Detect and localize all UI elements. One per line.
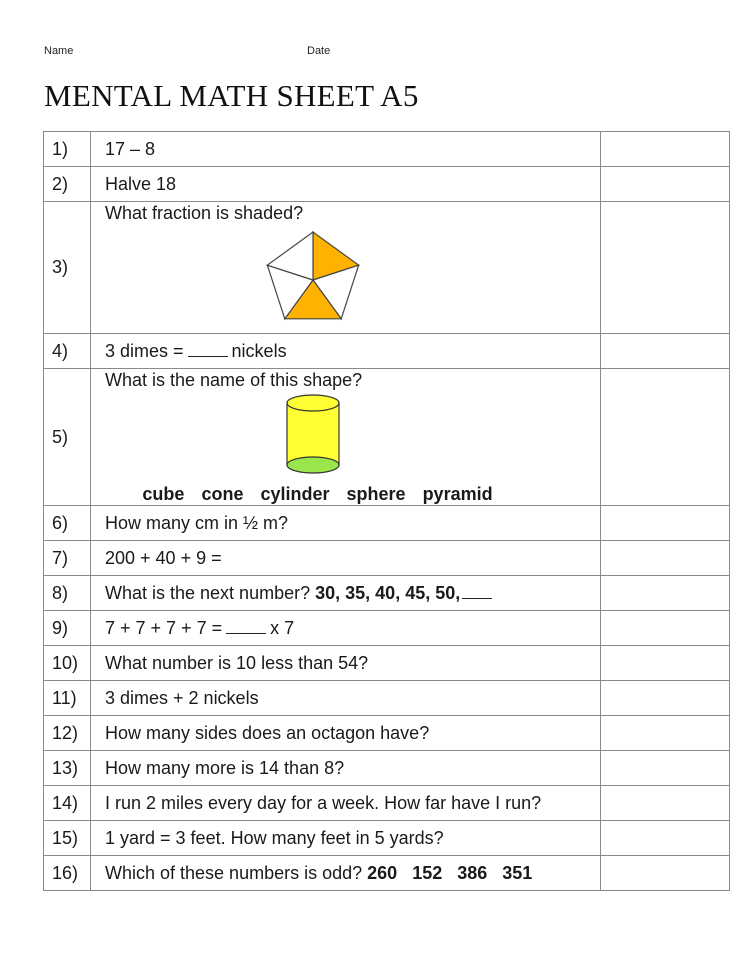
shaded-pentagon-figure xyxy=(258,228,368,328)
answer-cell[interactable] xyxy=(601,334,730,369)
question-text: I run 2 miles every day for a week. How far have I run? xyxy=(91,786,601,821)
question-text: What is the name of this shape? xyxy=(105,370,363,390)
answer-blank xyxy=(188,356,228,357)
number-choices: 260 152 386 351 xyxy=(367,862,533,883)
question-number: 5) xyxy=(44,369,91,506)
question-number: 3) xyxy=(44,202,91,334)
option-cone[interactable]: cone xyxy=(201,484,244,504)
question-row-10 xyxy=(44,646,730,681)
answer-blank xyxy=(462,598,492,599)
question-table xyxy=(43,131,730,891)
question-text: 1 yard = 3 feet. How many feet in 5 yards? xyxy=(91,821,601,856)
question-text: How many more is 14 than 8? xyxy=(91,751,601,786)
question-text: What is the next number? xyxy=(105,582,311,603)
option-sphere[interactable]: sphere xyxy=(346,484,406,504)
option-pyramid[interactable]: pyramid xyxy=(422,484,493,504)
question-cell xyxy=(91,202,601,334)
question-number: 8) xyxy=(44,576,91,611)
answer-cell[interactable] xyxy=(601,369,730,506)
question-number: 4) xyxy=(44,334,91,369)
question-number: 7) xyxy=(44,541,91,576)
answer-cell[interactable] xyxy=(601,751,730,786)
question-row-13 xyxy=(44,751,730,786)
question-text: 17 – 8 xyxy=(91,132,601,167)
question-number: 14) xyxy=(44,786,91,821)
question-text: What fraction is shaded? xyxy=(105,203,304,223)
question-row-7 xyxy=(44,541,730,576)
question-number: 6) xyxy=(44,506,91,541)
question-row-12 xyxy=(44,716,730,751)
answer-cell[interactable] xyxy=(601,132,730,167)
question-text: Which of these numbers is odd? xyxy=(105,862,363,883)
question-text: 200 + 40 + 9 = xyxy=(91,541,601,576)
question-text: How many sides does an octagon have? xyxy=(91,716,601,751)
answer-cell[interactable] xyxy=(601,611,730,646)
answer-cell[interactable] xyxy=(601,681,730,716)
question-row-11 xyxy=(44,681,730,716)
question-text: 3 dimes = xyxy=(105,340,184,361)
question-text: 7 + 7 + 7 + 7 = xyxy=(105,617,223,638)
question-cell xyxy=(91,334,601,369)
question-number: 1) xyxy=(44,132,91,167)
question-cell xyxy=(91,576,601,611)
question-number: 15) xyxy=(44,821,91,856)
name-label: Name xyxy=(44,45,74,57)
answer-cell[interactable] xyxy=(601,786,730,821)
answer-cell[interactable] xyxy=(601,646,730,681)
question-row-16 xyxy=(44,856,730,891)
question-row-3 xyxy=(44,202,730,334)
answer-cell[interactable] xyxy=(601,576,730,611)
question-row-4 xyxy=(44,334,730,369)
question-number: 9) xyxy=(44,611,91,646)
question-row-14 xyxy=(44,786,730,821)
question-text: 3 dimes + 2 nickels xyxy=(91,681,601,716)
number-sequence: 30, 35, 40, 45, 50, xyxy=(315,582,461,603)
option-cube[interactable]: cube xyxy=(142,484,185,504)
question-text-suffix: x 7 xyxy=(270,617,295,638)
question-number: 11) xyxy=(44,681,91,716)
answer-blank xyxy=(226,633,266,634)
cylinder-figure xyxy=(281,393,345,477)
question-number: 10) xyxy=(44,646,91,681)
answer-cell[interactable] xyxy=(601,506,730,541)
answer-cell[interactable] xyxy=(601,821,730,856)
option-cylinder[interactable]: cylinder xyxy=(260,484,330,504)
question-row-9 xyxy=(44,611,730,646)
question-text-suffix: nickels xyxy=(231,340,287,361)
question-text: Halve 18 xyxy=(91,167,601,202)
question-number: 2) xyxy=(44,167,91,202)
date-label: Date xyxy=(307,45,331,57)
question-text: What number is 10 less than 54? xyxy=(91,646,601,681)
question-number: 12) xyxy=(44,716,91,751)
answer-cell[interactable] xyxy=(601,856,730,891)
cylinder-body xyxy=(287,403,339,465)
question-cell xyxy=(91,856,601,891)
page-title: MENTAL MATH SHEET A5 xyxy=(44,78,419,113)
question-row-5 xyxy=(44,369,730,506)
cylinder-top xyxy=(287,395,339,411)
question-text: How many cm in ½ m? xyxy=(91,506,601,541)
question-cell xyxy=(91,611,601,646)
shape-options xyxy=(105,484,600,505)
answer-cell[interactable] xyxy=(601,716,730,751)
question-number: 13) xyxy=(44,751,91,786)
question-number: 16) xyxy=(44,856,91,891)
question-row-6 xyxy=(44,506,730,541)
cylinder-base xyxy=(287,457,339,473)
question-row-8 xyxy=(44,576,730,611)
answer-cell[interactable] xyxy=(601,167,730,202)
answer-cell[interactable] xyxy=(601,202,730,334)
question-row-2 xyxy=(44,167,730,202)
question-row-15 xyxy=(44,821,730,856)
question-cell xyxy=(91,369,601,506)
question-row-1 xyxy=(44,132,730,167)
answer-cell[interactable] xyxy=(601,541,730,576)
